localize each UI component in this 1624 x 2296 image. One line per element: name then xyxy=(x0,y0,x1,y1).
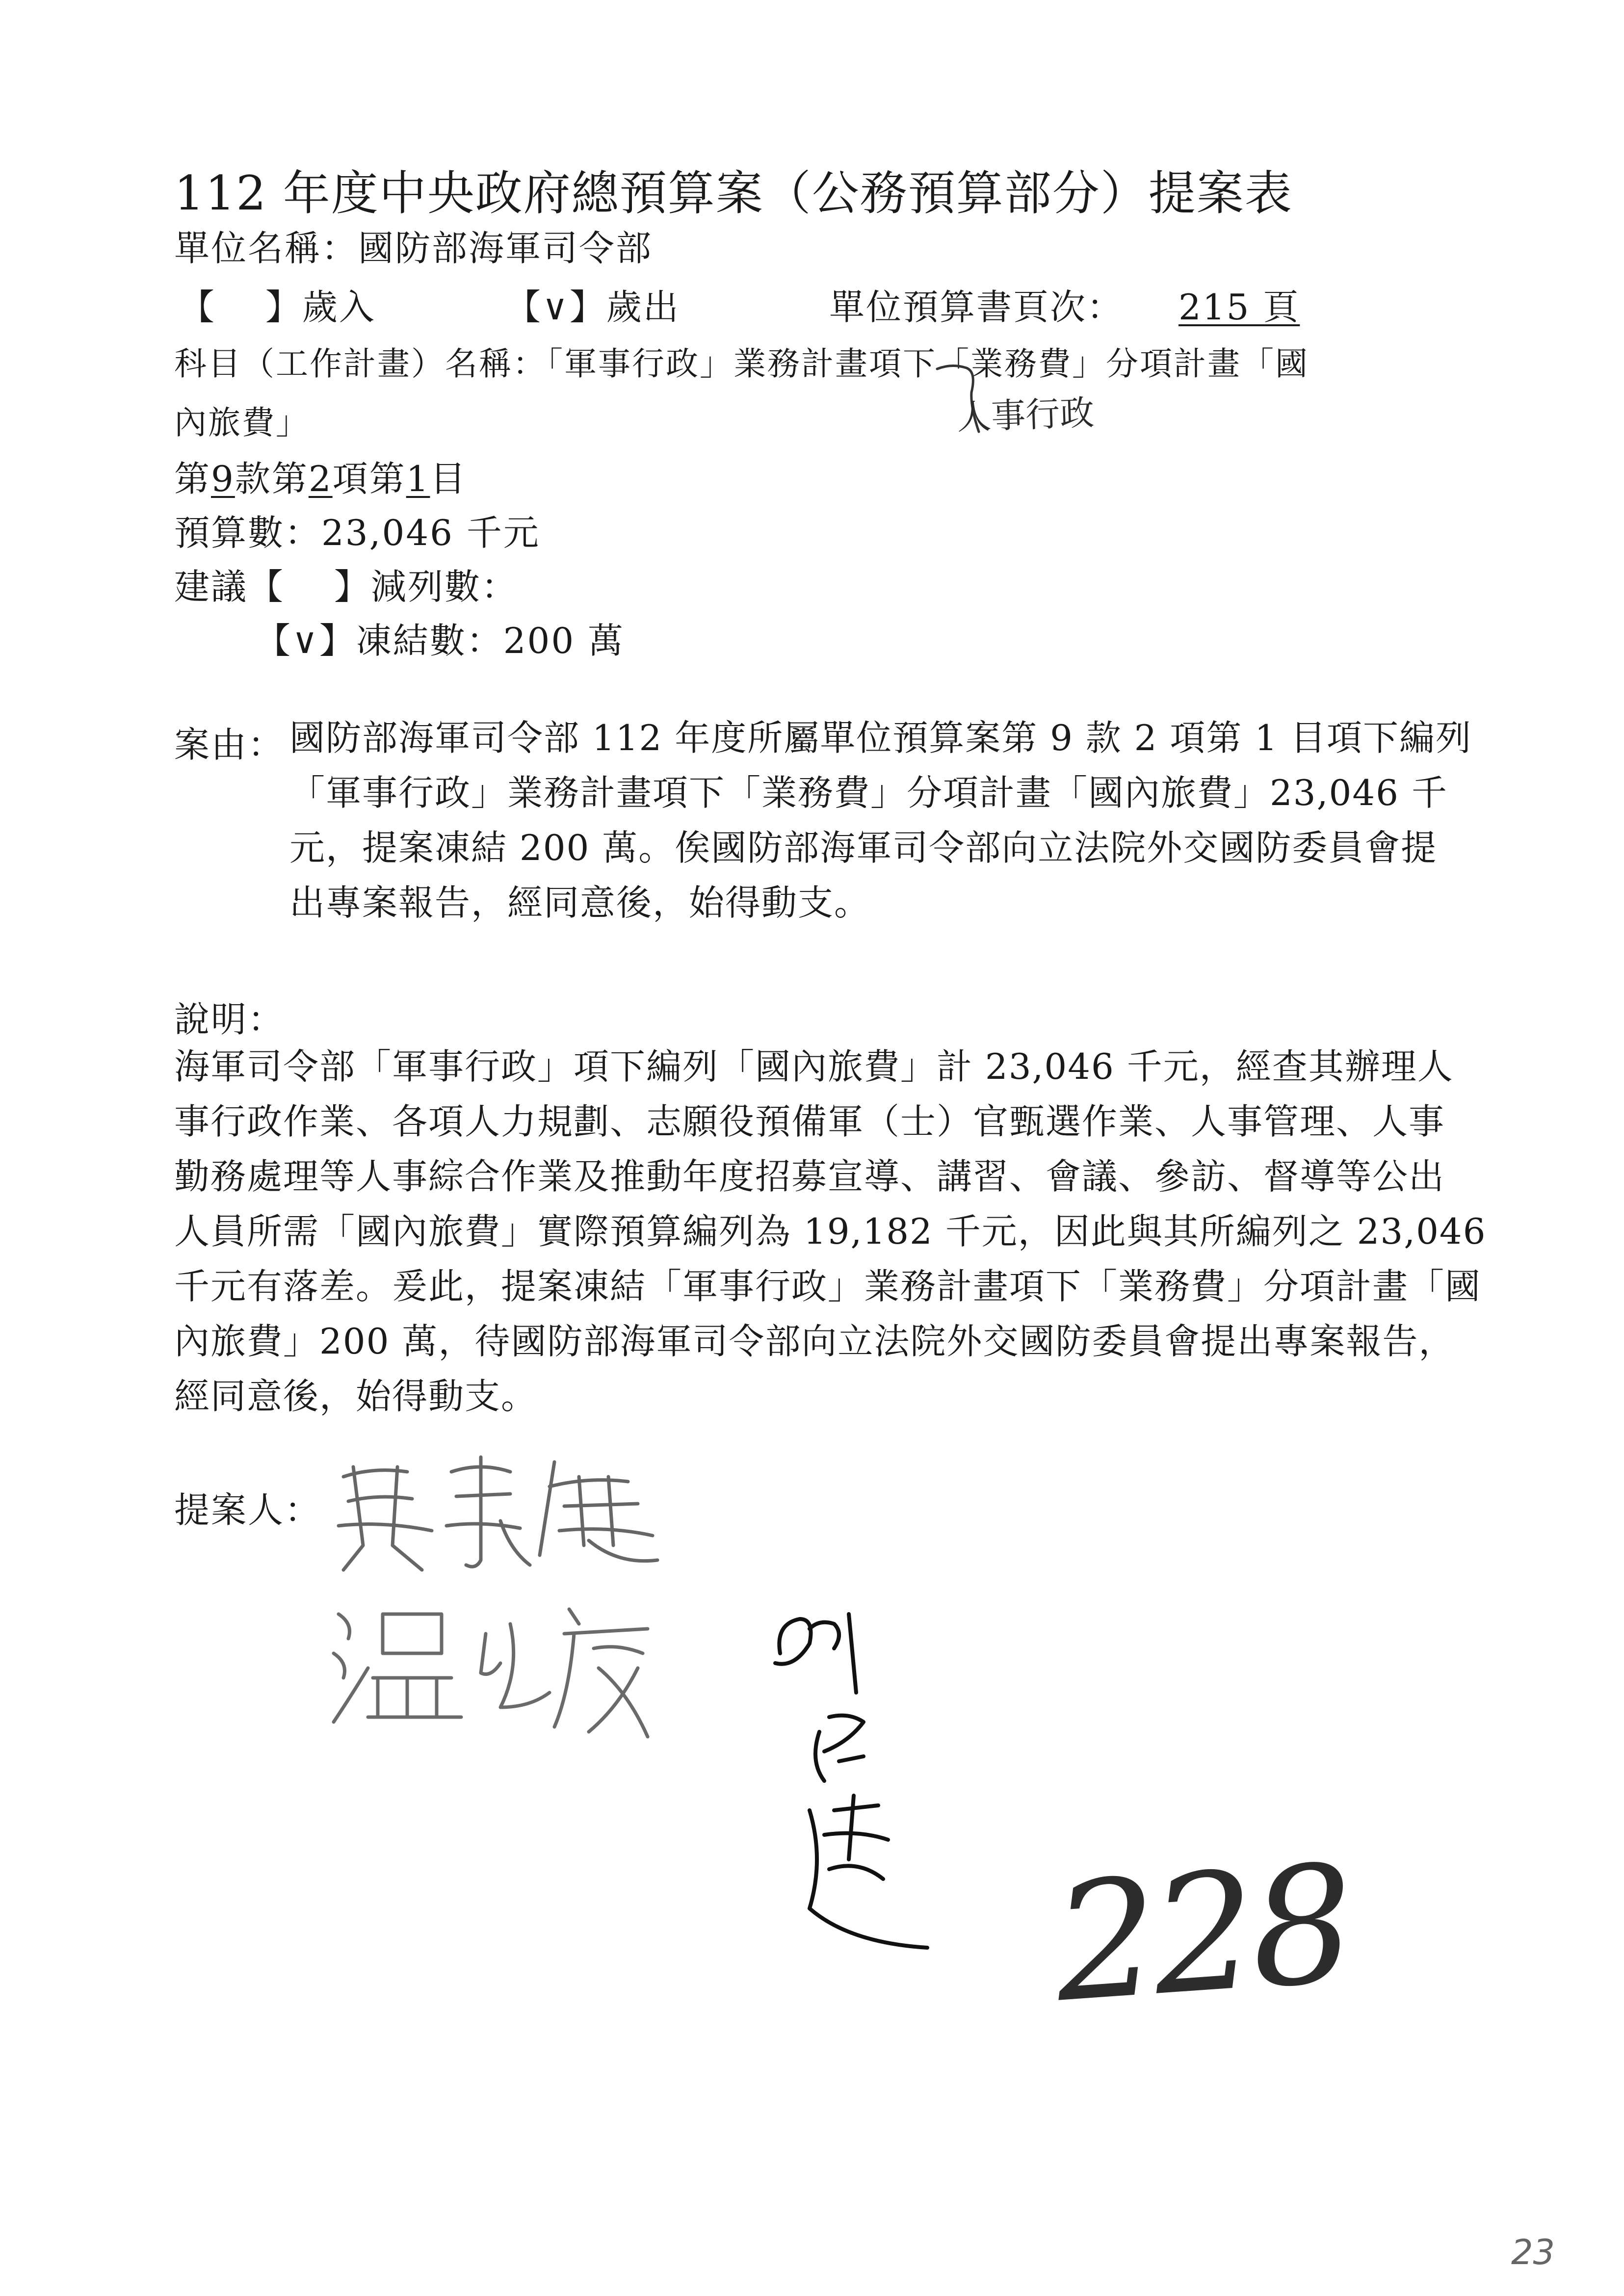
section-mu: 1 xyxy=(406,458,430,499)
page-number: 23 xyxy=(1511,2232,1555,2272)
subject-line-2: 內旅費」 xyxy=(174,404,310,442)
handwritten-number: 228 xyxy=(1048,1829,1356,2038)
handwritten-insert: 人事行政 xyxy=(956,392,1095,438)
signature-2 xyxy=(324,1594,667,1751)
case-body xyxy=(289,710,1472,930)
explanation-line: 事行政作業、各項人力規劃、志願役預備軍（士）官甄選作業、人事管理、人事 xyxy=(174,1101,1445,1142)
unit-name: 單位名稱：國防部海軍司令部 xyxy=(174,228,653,269)
explanation-line: 內旅費」200 萬，待國防部海軍司令部向立法院外交國防委員會提出專案報告， xyxy=(174,1321,1455,1362)
explanation-label: 說明： xyxy=(174,999,285,1040)
proposal-reduce: 建議【 】減列數： xyxy=(174,566,518,607)
section-reference xyxy=(174,450,467,501)
document-title: 112 年度中央政府總預算案（公務預算部分）提案表 xyxy=(174,166,1293,221)
section-prefix: 第 xyxy=(174,458,211,499)
page-ref-label: 單位預算書頁次： xyxy=(829,287,1124,328)
section-kuan: 9 xyxy=(211,458,235,499)
explanation-line: 海軍司令部「軍事行政」項下編列「國內旅費」計 23,046 千元，經查其辦理人 xyxy=(174,1046,1454,1087)
signature-3 xyxy=(751,1604,957,1987)
explanation-line: 勤務處理等人事綜合作業及推動年度招募宣導、講習、會議、參訪、督導等公出 xyxy=(174,1156,1445,1197)
budget-amount: 預算數：23,046 千元 xyxy=(174,512,540,553)
case-label: 案由： xyxy=(174,724,285,765)
explanation-line: 人員所需「國內旅費」實際預算編列為 19,182 千元，因此與其所編列之 23,046 xyxy=(174,1211,1487,1252)
case-line: 國防部海軍司令部 112 年度所屬單位預算案第 9 款 2 項第 1 目項下編列 xyxy=(289,717,1472,758)
page-ref-value: 215 頁 xyxy=(1179,287,1300,328)
section-xiang-label: 項第 xyxy=(332,458,406,499)
section-mu-label: 目 xyxy=(430,458,467,499)
subject-line-1: 科目（工作計畫）名稱：「軍事行政」業務計畫項下「業務費」分項計畫「國 xyxy=(174,345,1309,383)
expense-checkbox: 【∨】歲出 xyxy=(505,287,680,328)
case-line: 出專案報告，經同意後，始得動支。 xyxy=(289,882,871,923)
signature-1 xyxy=(334,1447,667,1575)
case-line: 元，提案凍結 200 萬。俟國防部海軍司令部向立法院外交國防委員會提 xyxy=(289,827,1438,868)
case-line: 「軍事行政」業務計畫項下「業務費」分項計畫「國內旅費」23,046 千 xyxy=(289,772,1448,813)
explanation-line: 千元有落差。爰此，提案凍結「軍事行政」業務計畫項下「業務費」分項計畫「國 xyxy=(174,1266,1482,1307)
explanation-body xyxy=(174,1039,1487,1424)
proposer-label: 提案人： xyxy=(174,1489,322,1531)
explanation-line: 經同意後，始得動支。 xyxy=(174,1376,538,1417)
revenue-checkbox: 【 】歲入 xyxy=(179,287,376,328)
proposal-freeze: 【∨】凍結數：200 萬 xyxy=(255,620,625,661)
section-xiang: 2 xyxy=(308,458,333,499)
section-kuan-label: 款第 xyxy=(235,458,309,499)
